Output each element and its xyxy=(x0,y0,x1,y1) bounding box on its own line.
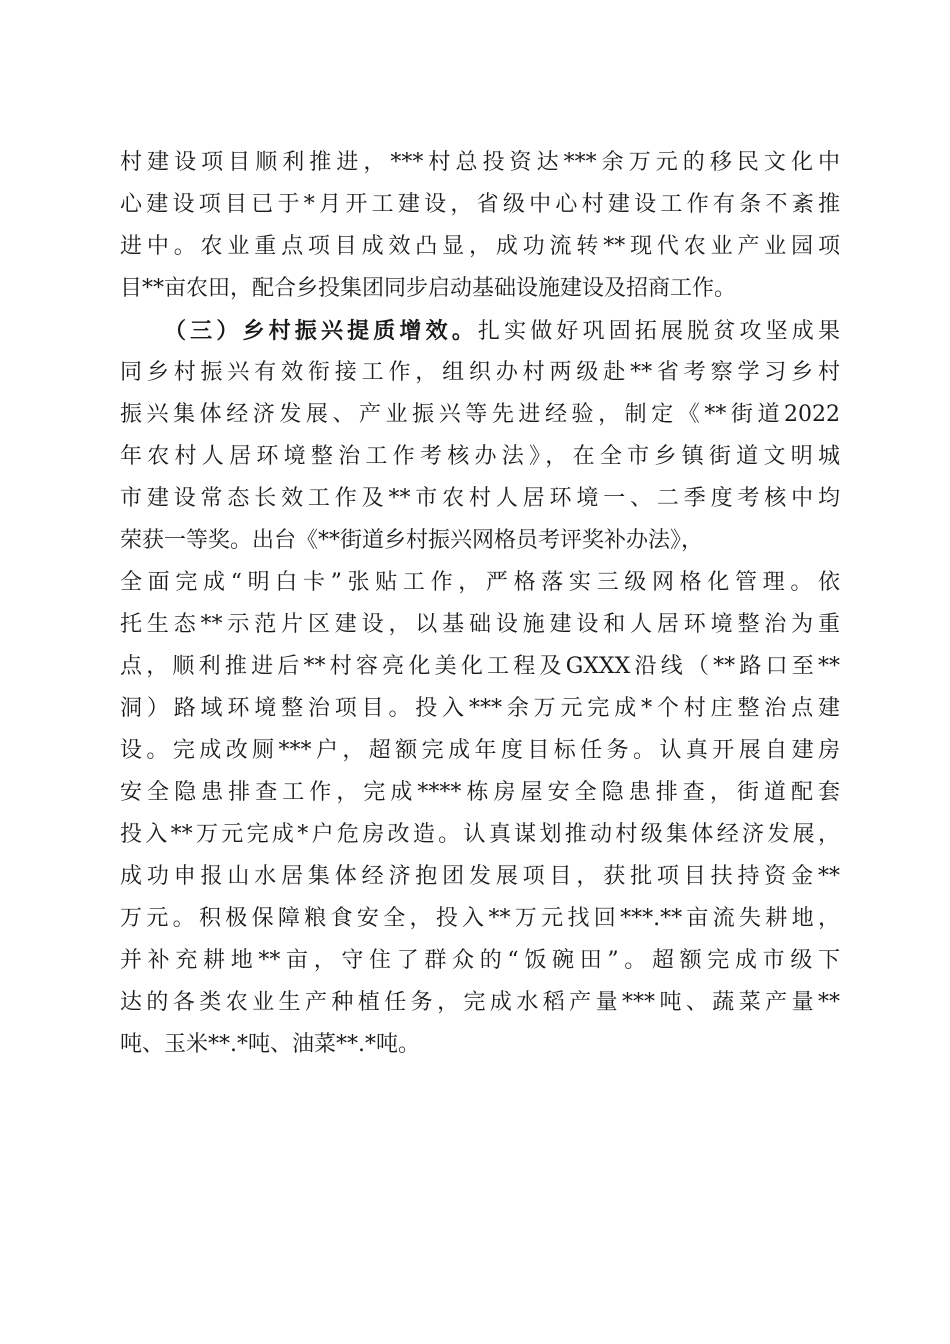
text-line: 投入**万元完成*户危房改造。认真谋划推动村级集体经济发展， xyxy=(120,822,840,847)
text-line: 荣获一等奖。出台《**街道乡村振兴网格员考评奖补办法》， xyxy=(120,528,704,553)
text-line: 进中。农业重点项目成效凸显，成功流转**现代农业产业园项 xyxy=(120,234,840,259)
text-line: 目**亩农田，配合乡投集团同步启动基础设施建设及招商工作。 xyxy=(120,276,737,301)
text-line: 扎实做好巩固拓展脱贫攻坚成果 xyxy=(477,319,840,344)
text-line: 振兴集体经济发展、产业振兴等先进经验，制定《**街道2022 xyxy=(120,402,840,427)
text-line: 安全隐患排查工作，完成****栋房屋安全隐患排查，街道配套 xyxy=(120,780,840,805)
text-line: 成功申报山水居集体经济抱团发展项目，获批项目扶持资金** xyxy=(120,864,840,889)
text-line: 托生态**示范片区建设，以基础设施建设和人居环境整治为重 xyxy=(120,612,840,637)
body-text xyxy=(120,142,840,1066)
text-line: 设。完成改厕***户，超额完成年度目标任务。认真开展自建房 xyxy=(120,738,840,763)
text-line: 万元。积极保障粮食安全，投入**万元找回***.**亩流失耕地， xyxy=(120,906,840,931)
text-line: 同乡村振兴有效衔接工作，组织办村两级赴**省考察学习乡村 xyxy=(120,360,840,385)
text-line: 达的各类农业生产种植任务，完成水稻产量***吨、蔬菜产量** xyxy=(120,990,840,1015)
text-line: 洞）路域环境整治项目。投入***余万元完成*个村庄整治点建 xyxy=(120,696,840,721)
text-line: 吨、玉米**.*吨、油菜**.*吨。 xyxy=(120,1032,420,1057)
text-line: 并补充耕地**亩，守住了群众的“饭碗田”。超额完成市级下 xyxy=(120,948,840,973)
text-line: 市建设常态长效工作及**市农村人居环境一、二季度考核中均 xyxy=(120,486,840,511)
text-line: 点，顺利推进后**村容亮化美化工程及GXXX沿线（**路口至** xyxy=(120,654,840,679)
section-first-line xyxy=(120,310,840,352)
text-line: 年农村人居环境整治工作考核办法》，在全市乡镇街道文明城 xyxy=(120,444,840,469)
text-line: 心建设项目已于*月开工建设，省级中心村建设工作有条不紊推 xyxy=(120,192,840,217)
text-line: 村建设项目顺利推进，***村总投资达***余万元的移民文化中 xyxy=(120,150,840,175)
section-heading: （三）乡村振兴提质增效。 xyxy=(164,318,478,344)
text-line: 全面完成“明白卡”张贴工作，严格落实三级网格化管理。依 xyxy=(120,570,840,595)
